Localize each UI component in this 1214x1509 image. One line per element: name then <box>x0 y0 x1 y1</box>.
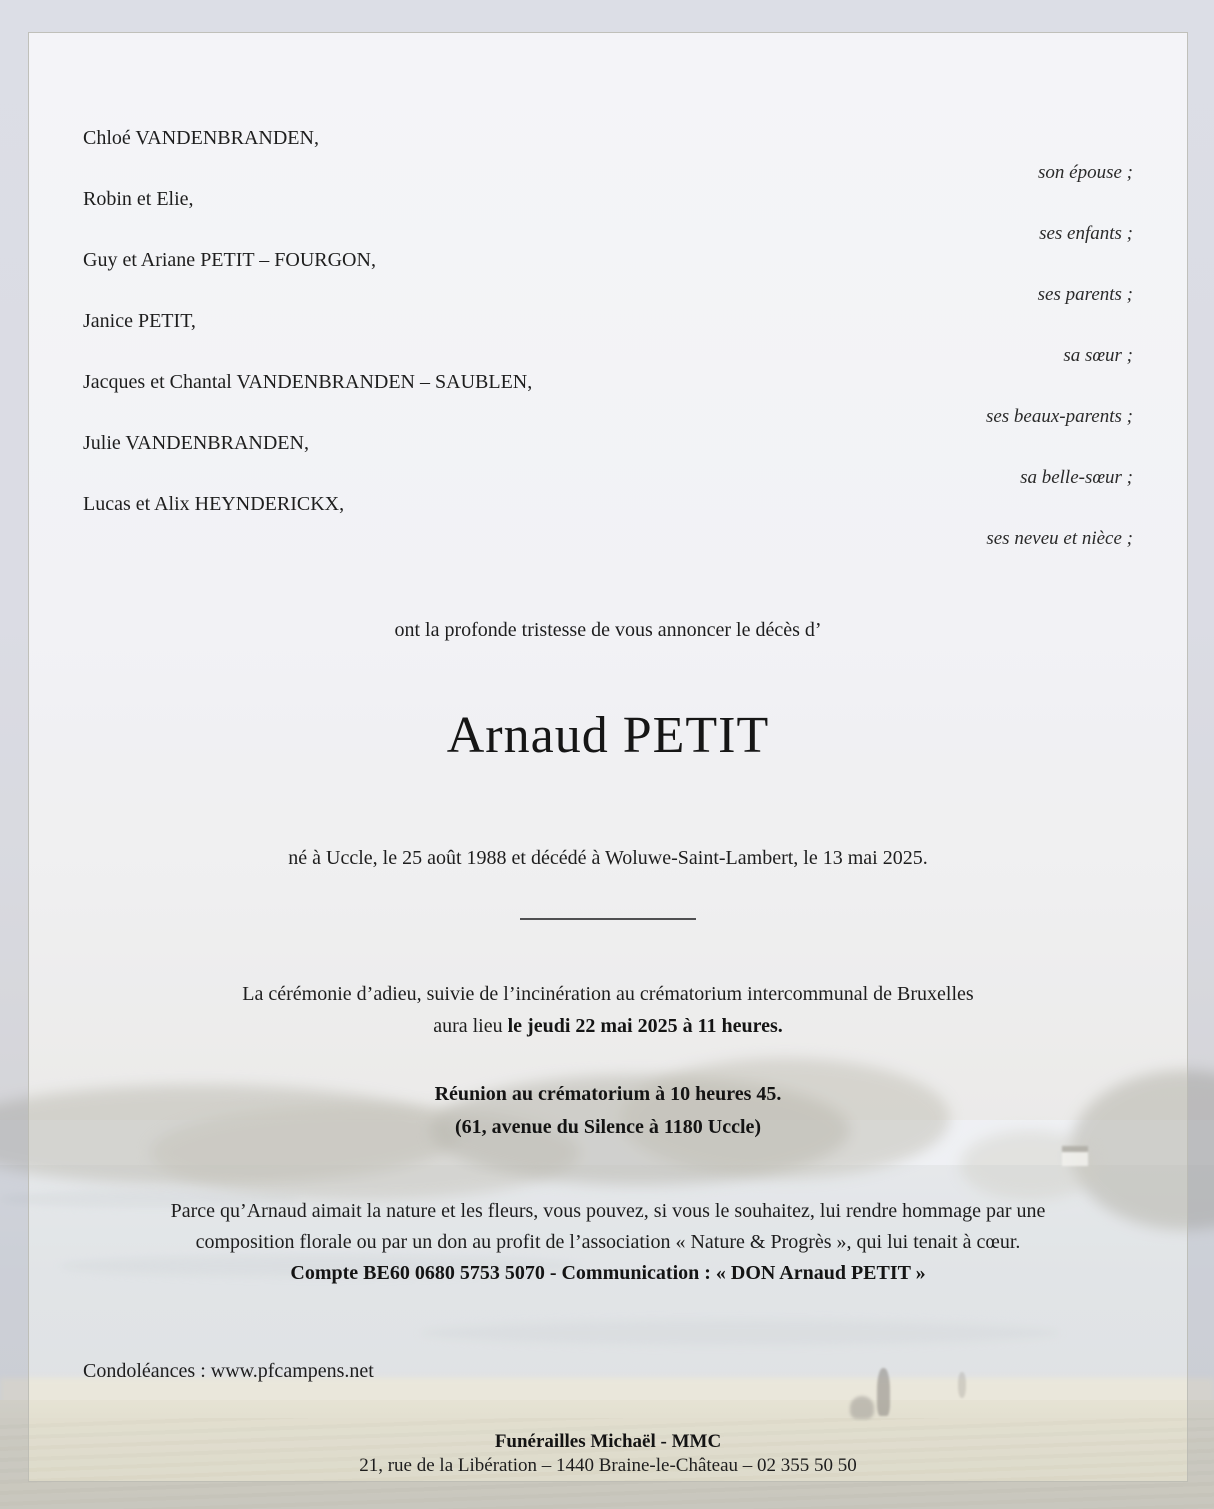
funeral-home-address: 21, rue de la Libération – 1440 Braine-le-Château – 02 355 50 50 <box>359 1455 857 1476</box>
ceremony-details <box>83 978 1133 1042</box>
family-entry <box>83 188 1133 245</box>
family-entry <box>83 432 1133 489</box>
life-dates: né à Uccle, le 25 août 1988 et décédé à Woluwe-Saint-Lambert, le 13 mai 2025. <box>288 847 928 869</box>
family-name: Jacques et Chantal VANDENBRANDEN – SAUBLEN, <box>83 371 533 393</box>
family-entry <box>83 371 1133 428</box>
family-name: Robin et Elie, <box>83 188 194 210</box>
family-name: Lucas et Alix HEYNDERICKX, <box>83 493 345 515</box>
family-relation: sa belle-sœur ; <box>1020 467 1133 488</box>
tribute-line1: Parce qu’Arnaud aimait la nature et les fleurs, vous pouvez, si vous le souhaitez, lui rendre hommage par une <box>170 1200 1046 1222</box>
family-name: Janice PETIT, <box>83 310 196 332</box>
meeting-address: (61, avenue du Silence à 1180 Uccle) <box>454 1116 762 1138</box>
ceremony-date-time: le jeudi 22 mai 2025 à 11 heures. <box>507 1015 783 1037</box>
ceremony-line2-prefix: aura lieu <box>433 1015 508 1037</box>
death-announcement <box>28 32 1186 1480</box>
tribute-paragraph <box>83 1196 1133 1289</box>
family-entry <box>83 310 1133 367</box>
deceased-name: Arnaud PETIT <box>446 707 770 764</box>
divider <box>520 918 696 920</box>
meeting-details <box>83 1078 1133 1144</box>
condolences-line: Condoléances : www.pfcampens.net <box>83 1360 374 1382</box>
meeting-line1: Réunion au crématorium à 10 heures 45. <box>434 1083 782 1105</box>
family-entry <box>83 127 1133 184</box>
tribute-line2: composition florale ou par un don au profit de l’association « Nature & Progrès », qui lui tenait à cœur. <box>195 1231 1021 1253</box>
funeral-home-footer <box>83 1429 1133 1478</box>
ceremony-line1: La cérémonie d’adieu, suivie de l’incinération au crématorium intercommunal de Bruxelles <box>242 983 974 1005</box>
family-relation: ses neveu et nièce ; <box>986 528 1133 549</box>
family-entry <box>83 249 1133 306</box>
family-name: Guy et Ariane PETIT – FOURGON, <box>83 249 376 271</box>
family-name: Julie VANDENBRANDEN, <box>83 432 309 454</box>
announcement-intro: ont la profonde tristesse de vous annoncer le décès d’ <box>394 619 822 641</box>
family-relation: ses parents ; <box>1037 284 1133 305</box>
family-relation: ses beaux-parents ; <box>985 406 1133 427</box>
family-name: Chloé VANDENBRANDEN, <box>83 127 319 149</box>
family-relation: sa sœur ; <box>1063 345 1133 366</box>
donation-account: Compte BE60 0680 5753 5070 - Communication : « DON Arnaud PETIT » <box>290 1262 926 1284</box>
funeral-home-name: Funérailles Michaël - MMC <box>494 1431 722 1452</box>
family-relation: son épouse ; <box>1038 162 1133 183</box>
family-relation: ses enfants ; <box>1039 223 1133 244</box>
family-entry <box>83 493 1133 550</box>
